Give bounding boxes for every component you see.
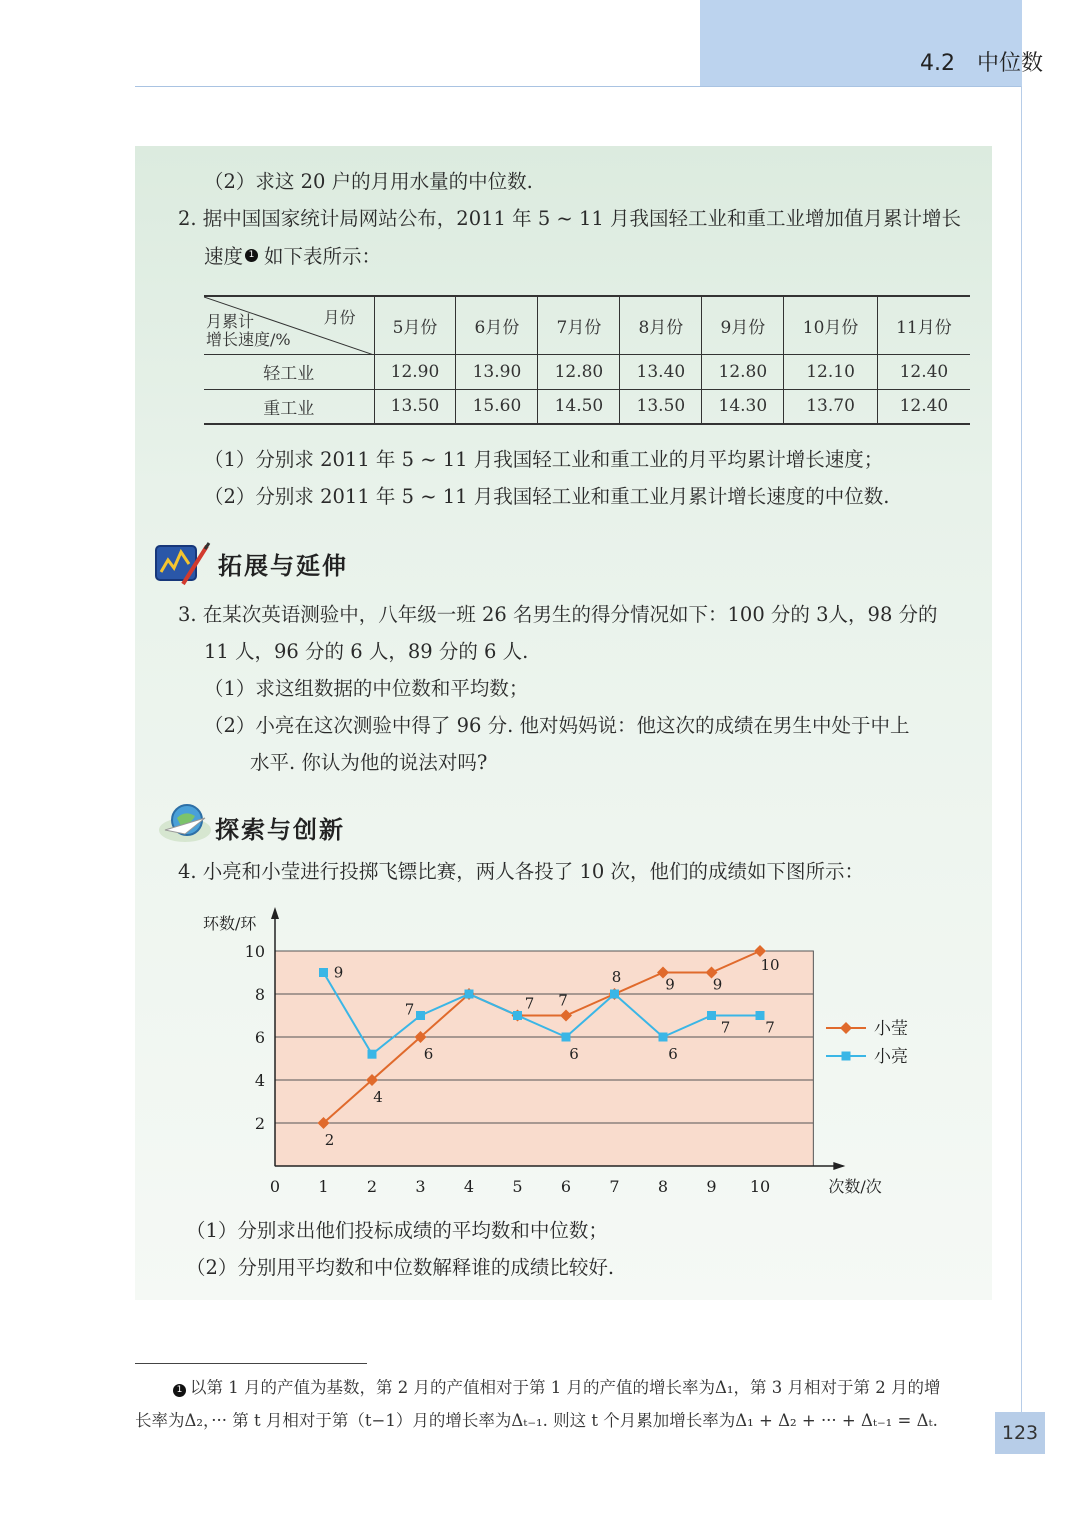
problem-3-question-1: （1）求这组数据的中位数和平均数； — [204, 677, 529, 700]
data-label: 9 — [665, 975, 675, 994]
data-point — [756, 1011, 765, 1020]
table-month-header: 11月份 — [896, 317, 952, 338]
data-point — [416, 1011, 425, 1020]
footnote-line-1 — [171, 1377, 940, 1399]
y-tick-label: 4 — [254, 1071, 265, 1090]
table-cell: 12.40 — [899, 361, 949, 382]
table-cell: 12.80 — [702, 354, 784, 389]
y-tick-label: 10 — [244, 942, 265, 961]
data-label: 8 — [611, 968, 622, 986]
extension-section-icon — [153, 540, 211, 588]
x-tick-label: 4 — [463, 1177, 475, 1196]
table-cell: 13.50 — [620, 389, 702, 424]
x-tick-label: 1 — [318, 1177, 329, 1196]
table-cell: 13.90 — [456, 354, 538, 389]
table-cell: 14.30 — [702, 389, 784, 424]
x-tick-label: 5 — [512, 1177, 523, 1196]
y-axis-arrow — [271, 907, 279, 919]
dart-scores-chart — [190, 900, 930, 1200]
x-tick-label: 0 — [269, 1177, 281, 1196]
section-heading-explore: 探索与创新 — [215, 816, 345, 844]
problem-2-line-2a: 速度 — [204, 245, 244, 268]
corner-label-month: 月份 — [323, 308, 356, 327]
x-tick-label: 2 — [366, 1177, 378, 1196]
corner-label-growth: 月累计 增长速度/% — [206, 312, 291, 349]
table-cell: 14.50 — [538, 389, 620, 424]
legend-marker — [842, 1052, 851, 1061]
table-month-header: 9月份 — [702, 296, 784, 354]
problem-3-line-1: 3. 在某次英语测验中，八年级一班 26 名男生的得分情况如下：100 分的 3人，98 分的 — [178, 603, 938, 626]
legend-label: 小亮 — [874, 1047, 908, 1067]
x-tick-label: 8 — [657, 1177, 669, 1196]
y-tick-label: 2 — [254, 1114, 265, 1133]
data-label: 9 — [712, 975, 723, 994]
problem-2-question-2: （2）分别求 2011 年 5 ~ 11 月我国轻工业和重工业月累计增长速度的中位数. — [204, 485, 890, 508]
table-cell: 13.50 — [374, 389, 456, 424]
problem-3-line-2: 11 人，96 分的 6 人，89 分的 6 人. — [204, 640, 529, 663]
table-cell: 12.80 — [538, 354, 620, 389]
problem-4-question-2: （2）分别用平均数和中位数解释谁的成绩比较好. — [186, 1256, 615, 1279]
data-label: 4 — [373, 1088, 383, 1106]
growth-table — [204, 295, 970, 425]
x-axis-label: 次数/次 — [828, 1177, 882, 1196]
footnote-marker: 1 — [245, 249, 258, 262]
table-cell: 12.90 — [374, 354, 456, 389]
table-corner-cell — [204, 296, 374, 354]
page-number: 123 — [995, 1412, 1045, 1454]
data-label: 7 — [558, 991, 568, 1010]
data-point — [465, 990, 474, 999]
explore-section-icon — [155, 800, 213, 846]
table-month-header: 7月份 — [538, 296, 620, 354]
data-label: 7 — [720, 1018, 731, 1037]
table-cell: 15.60 — [456, 389, 538, 424]
problem-3-question-2-line-1: （2）小亮在这次测验中得了 96 分. 他对妈妈说：他这次的成绩在男生中处于中上 — [204, 714, 910, 737]
table-row-light-industry — [204, 354, 970, 389]
data-label: 9 — [333, 963, 344, 982]
problem-4-line-1: 4. 小亮和小莹进行投掷飞镖比赛，两人各投了 10 次，他们的成绩如下图所示： — [178, 860, 865, 883]
data-label: 7 — [524, 994, 535, 1013]
data-point — [659, 1033, 668, 1042]
table-month-header: 5月份 — [374, 296, 456, 354]
table-header-row — [204, 296, 970, 354]
x-tick-label: 3 — [415, 1177, 426, 1196]
table-cell: 13.40 — [620, 354, 702, 389]
x-tick-label: 10 — [749, 1177, 771, 1196]
x-tick-label: 6 — [560, 1177, 572, 1196]
problem-2-line-2b: 如下表所示： — [264, 245, 382, 268]
data-point — [610, 990, 619, 999]
data-point — [562, 1033, 571, 1042]
table-row-heavy-industry — [204, 389, 970, 424]
problem-2-question-1: （1）分别求 2011 年 5 ~ 11 月我国轻工业和重工业的月平均累计增长速度； — [204, 448, 884, 471]
footnote-line-2: 长率为Δ₂，··· 第 t 月相对于第（t−1）月的增长率为Δₜ₋₁. 则这 t 个月累加增长率为Δ₁ + Δ₂ + ··· + Δₜ₋₁ = Δₜ. — [135, 1411, 938, 1430]
problem-3-question-2-line-2: 水平. 你认为他的说法对吗? — [250, 751, 488, 774]
problem-2-line-1: 2. 据中国国家统计局网站公布，2011 年 5 ~ 11 月我国轻工业和重工业增加值月累计增长 — [178, 207, 961, 230]
y-tick-label: 8 — [254, 985, 265, 1004]
data-point — [707, 1011, 716, 1020]
table-month-header: 10月份 — [784, 296, 877, 354]
data-point — [319, 968, 328, 977]
page-section-title: 4.2 中位数 — [920, 51, 1043, 76]
footnote-rule — [135, 1363, 367, 1364]
data-label: 6 — [423, 1045, 434, 1063]
legend-marker — [840, 1022, 852, 1034]
data-label: 7 — [404, 1000, 415, 1019]
y-axis-label: 环数/环 — [203, 914, 257, 933]
footnote-marker-icon: 1 — [173, 1384, 186, 1397]
chart-plot — [203, 907, 908, 1196]
table-row-label: 重工业 — [204, 389, 374, 424]
data-point — [368, 1050, 377, 1059]
problem-4-question-1: （1）分别求出他们投标成绩的平均数和中位数； — [186, 1219, 608, 1242]
section-heading-extension: 拓展与延伸 — [218, 552, 348, 580]
data-label: 6 — [668, 1045, 678, 1063]
table-cell: 12.10 — [784, 354, 877, 389]
legend-label: 小莹 — [874, 1019, 908, 1039]
problem-1-part-2: （2）求这 20 户的月用水量的中位数. — [204, 170, 533, 193]
data-label: 7 — [765, 1018, 775, 1037]
plot-background — [275, 951, 813, 1166]
table-cell: 12.40 — [899, 396, 949, 417]
problem-2-line-2 — [204, 243, 381, 271]
header-rule — [135, 86, 1022, 87]
x-axis-arrow — [833, 1162, 845, 1170]
table-month-header: 6月份 — [456, 296, 538, 354]
y-tick-label: 6 — [254, 1028, 265, 1047]
right-margin-rule — [1021, 86, 1022, 1416]
x-tick-label: 9 — [706, 1177, 717, 1196]
data-label: 2 — [324, 1131, 335, 1149]
data-point — [513, 1011, 522, 1020]
footnote-text-1: 以第 1 月的产值为基数，第 2 月的产值相对于第 1 月的产值的增长率为Δ₁，第 3 月相对于第 2 月的增 — [190, 1378, 941, 1397]
x-tick-label: 7 — [609, 1177, 620, 1196]
data-label: 6 — [569, 1045, 579, 1063]
table-row-label: 轻工业 — [204, 354, 374, 389]
data-label: 10 — [760, 956, 780, 974]
table-month-header: 8月份 — [620, 296, 702, 354]
table-cell: 13.70 — [784, 389, 877, 424]
